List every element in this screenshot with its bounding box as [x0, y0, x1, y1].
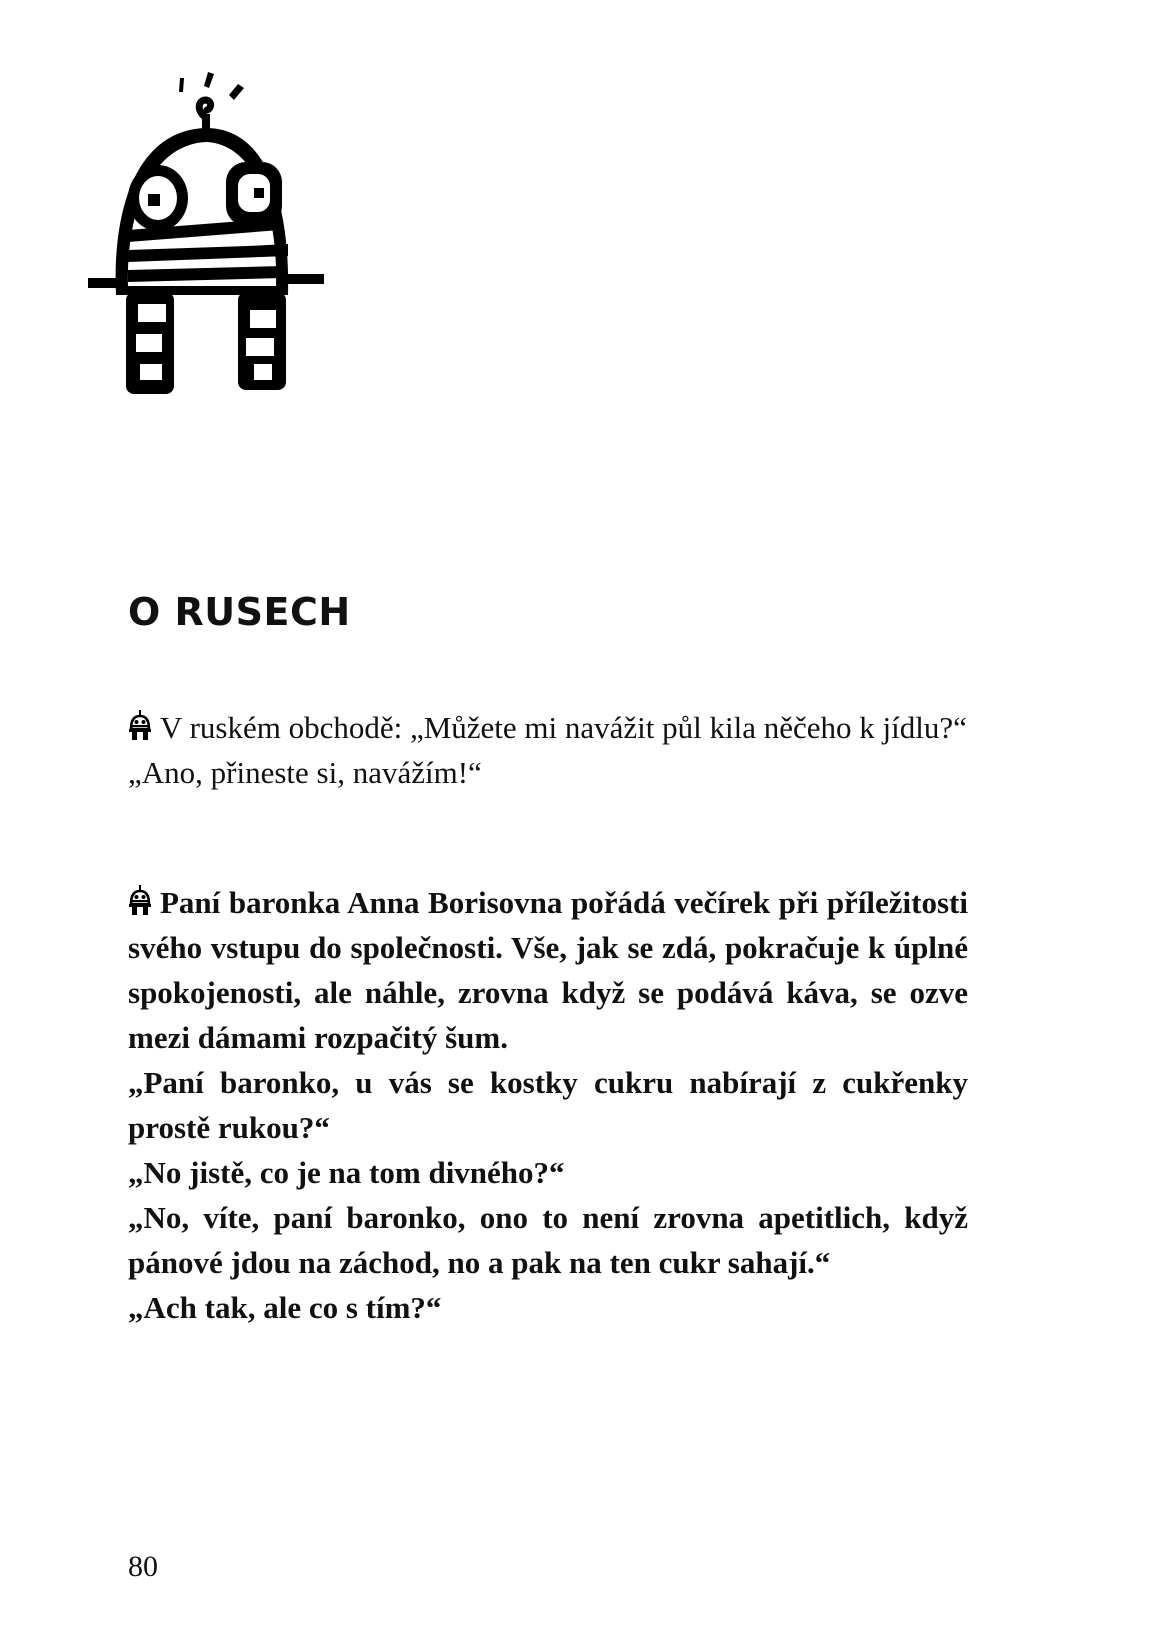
joke-2-paragraph-2: „Paní baronko, u vás se kostky cukru nabírají z cukřenky prostě rukou?“ [128, 1065, 968, 1145]
joke-1-text-1: V ruském obchodě: „Můžete mi navážit půl kila něčeho k jídlu?“ [160, 710, 967, 745]
page-number: 80 [128, 1550, 158, 1583]
mini-robot-icon [128, 884, 152, 916]
joke-2-text-1: Paní baronka Anna Borisovna pořádá večírek při příležitosti svého vstupu do společnosti. Vše, jak se zdá, pokračuje k úplné spokojenosti, ale náhle, zrovna když se podává káva, se ozve mezi dámami rozpačitý šum. [128, 885, 968, 1055]
joke-2-paragraph-1 [128, 880, 968, 1060]
mini-robot-icon [128, 709, 152, 741]
joke-2-paragraph-3: „No jistě, co je na tom divného?“ [128, 1155, 565, 1190]
joke-1-paragraph-1 [128, 705, 968, 750]
chapter-title: O RUSECH [128, 590, 351, 634]
joke-1-paragraph-2: „Ano, přineste si, navážím!“ [128, 755, 482, 790]
robot-illustration-icon [88, 70, 338, 415]
joke-2-paragraph-5: „Ach tak, ale co s tím?“ [128, 1290, 442, 1325]
joke-2-paragraph-4: „No, víte, paní baronko, ono to není zrovna apetitlich, když pánové jdou na záchod, no a pak na ten cukr sahají.“ [128, 1200, 968, 1280]
joke-1 [128, 705, 968, 795]
joke-2 [128, 880, 968, 1330]
